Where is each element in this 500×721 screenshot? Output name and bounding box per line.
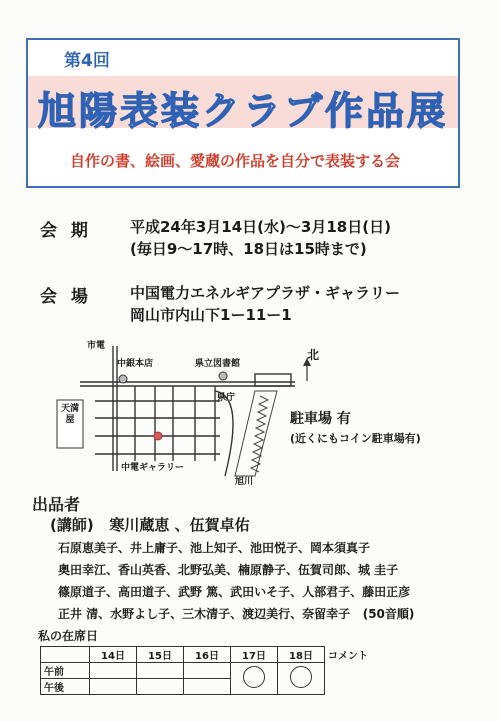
map-label-department: 天満屋 [60,404,79,425]
map-label-tram: 市電 [87,341,106,351]
morning-label: 午前 [41,663,90,679]
attendance-table [40,646,392,695]
cell-16-pm [184,679,231,695]
exhibitor-row-3: 篠原道子、高田道子、武野 篤、武田いそ子、人部君子、藤田正彦 [58,585,411,599]
cell-14-am [90,663,137,679]
cell-15-pm [137,679,184,695]
venue-label: 会 場 [40,287,92,307]
teachers: (講師) 寒川蔵恵 、伍賀卓佑 [50,516,250,534]
attendance-label: 私の在席日 [38,629,99,643]
attendance-circle-17 [243,666,265,688]
map-label-north: 北 [307,348,320,362]
day-16: 16日 [184,647,231,663]
day-17: 17日 [231,647,278,663]
map-label-bank: 中銀本店 [117,359,154,369]
map-label-river: 旭川 [235,477,254,487]
period-hours: (毎日9〜17時、18日は15時まで) [130,240,367,258]
comment-header: コメント [328,651,368,662]
map-drawing [55,336,315,486]
access-map [55,336,320,487]
exhibitor-row-4: 正井 清、水野よし子、三木清子、渡辺美行、奈留幸子 (50音順) [58,607,415,621]
attendance-corner [41,647,90,663]
parking-note: (近くにもコイン駐車場有) [290,432,421,445]
edition-label: 第4回 [64,51,110,71]
map-label-gallery: 中電ギャラリー [121,463,185,473]
parking-info: 駐車場 有 [290,411,351,427]
exhibitor-row-2: 奥田幸江、香山英香、北野弘美、楠原静子、伍賀司郎、城 圭子 [58,563,399,577]
exhibitors-label: 出品者 [32,495,81,514]
afternoon-label: 午後 [41,679,90,695]
exhibition-title: 旭陽表装クラブ作品展 [38,89,449,133]
cell-14-pm [90,679,137,695]
day-15: 15日 [137,647,184,663]
attendance-circle-18 [290,666,312,688]
map-label-prefecture: 県庁 [217,393,236,403]
cell-15-am [137,663,184,679]
subtitle: 自作の書、絵画、愛蔵の作品を自分で表装する会 [70,152,401,170]
cell-18 [278,663,325,695]
venue-address: 岡山市内山下1ー11ー1 [130,306,292,324]
period-dates: 平成24年3月14日(水)〜3月18日(日) [130,218,391,236]
day-14: 14日 [90,647,137,663]
venue-name: 中国電力エネルギアプラザ・ギャラリー [130,284,401,302]
exhibitor-row-1: 石原恵美子、井上庸子、池上知子、池田悦子、岡本須真子 [58,541,371,555]
period-label: 会 期 [40,221,92,241]
day-18: 18日 [278,647,325,663]
cell-17 [231,663,278,695]
map-label-library: 県立図書館 [195,359,241,369]
cell-16-am [184,663,231,679]
